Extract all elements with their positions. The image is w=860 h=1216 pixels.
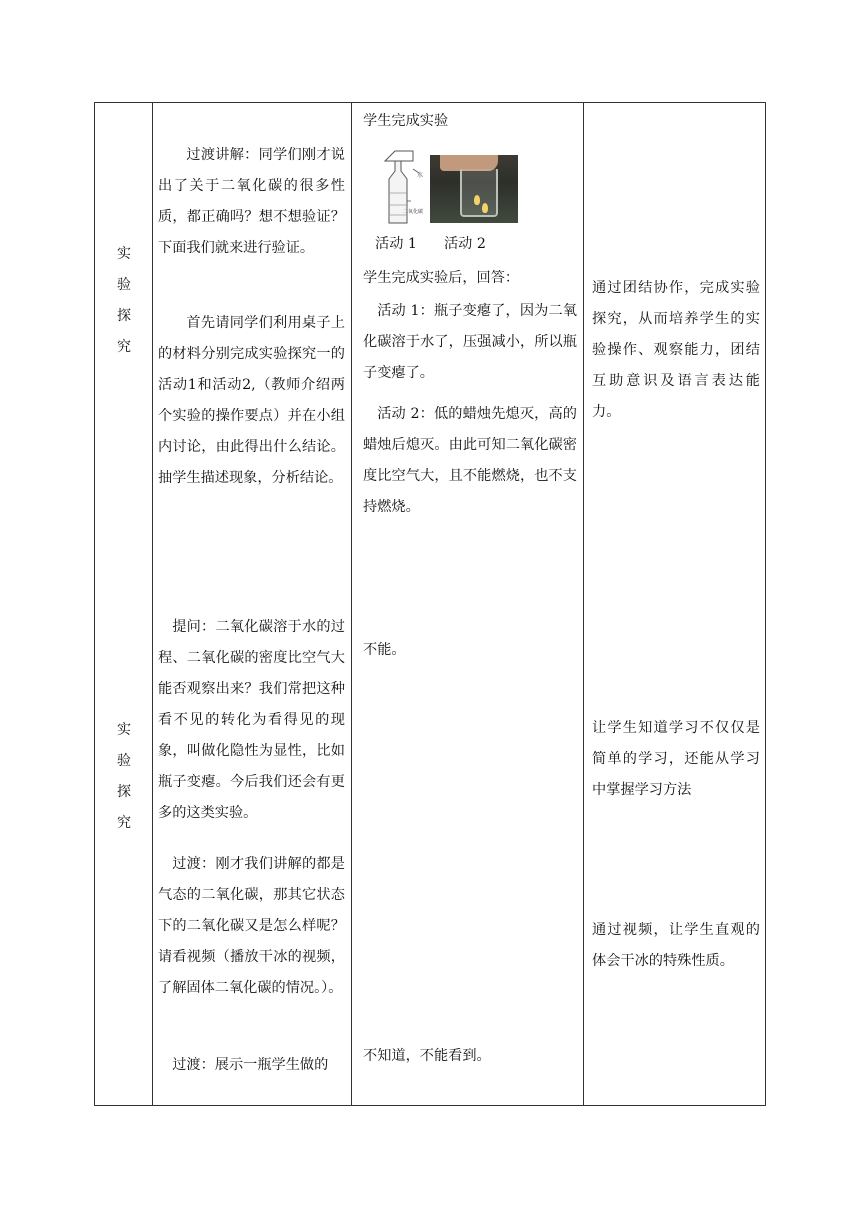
design-intent-3: 通过视频，让学生直观的体会干冰的特殊性质。 <box>592 922 760 969</box>
student-answer-intro: 学生完成实验后，回答： <box>363 270 520 286</box>
svg-text:二氧化碳: 二氧化碳 <box>403 209 424 215</box>
candle-flame <box>482 203 488 213</box>
student-answer-cannot: 不能。 <box>363 642 406 658</box>
teacher-text-transition: 过渡讲解：同学们刚才说出了关于二氧化碳的很多性质，都正确吗？想不想验证？下面我们就来进行验证。 <box>158 147 345 256</box>
student-answer-1: 活动 1：瓶子变瘪了，因为二氧化碳溶于水了，压强减小，所以瓶子变瘪了。 <box>363 303 577 381</box>
teacher-text-question: 提问：二氧化碳溶于水的过程、二氧化碳的密度比空气大能否观察出来？我们常把这种看不见的转化为看得见的现象，叫做化隐性为显性，比如瓶子变瘪。今后我们还会有更多的这类实验。 <box>158 619 345 821</box>
column-divider <box>351 103 352 1105</box>
column-divider <box>152 103 153 1105</box>
student-top-line: 学生完成实验 <box>363 113 449 129</box>
bottle-experiment-figure <box>373 147 427 225</box>
category-label-2: 实 验 探 究 <box>117 722 131 831</box>
column-divider <box>583 103 584 1105</box>
teacher-text-final: 过渡：展示一瓶学生做的 <box>172 1057 329 1073</box>
design-intent-1: 通过团结协作，完成实验探究，从而培养学生的实验操作、观察能力，团结互助意识及语言表达能力。 <box>592 280 760 420</box>
category-label-1: 实 验 探 究 <box>117 246 131 355</box>
candle-experiment-photo <box>430 155 518 223</box>
teacher-text-dry-ice: 过渡：刚才我们讲解的都是气态的二氧化碳，那其它状态下的二氧化碳又是怎么样呢？请看视频（播放干冰的视频，了解固体二氧化碳的情况。）。 <box>158 856 345 996</box>
svg-text:水: 水 <box>417 172 424 179</box>
activity-labels: 活动 1 活动 2 <box>375 236 486 252</box>
beaker-shape <box>460 169 498 217</box>
design-intent-2: 让学生知道学习不仅仅是简单的学习，还能从学习中掌握学习方法 <box>592 720 760 798</box>
lesson-table <box>94 102 766 1106</box>
student-answer-dont-know: 不知道，不能看到。 <box>363 1048 491 1064</box>
candle-flame <box>474 195 480 205</box>
teacher-text-instructions: 首先请同学们利用桌子上的材料分别完成实验探究一的活动1和活动2,（教师介绍两个实验的操作要点）并在小组内讨论，由此得出什么结论。抽学生描述现象，分析结论。 <box>158 315 345 486</box>
student-answer-2: 活动 2：低的蜡烛先熄灭，高的蜡烛后熄灭。由此可知二氧化碳密度比空气大，且不能燃烧，也不支持燃烧。 <box>363 406 577 515</box>
